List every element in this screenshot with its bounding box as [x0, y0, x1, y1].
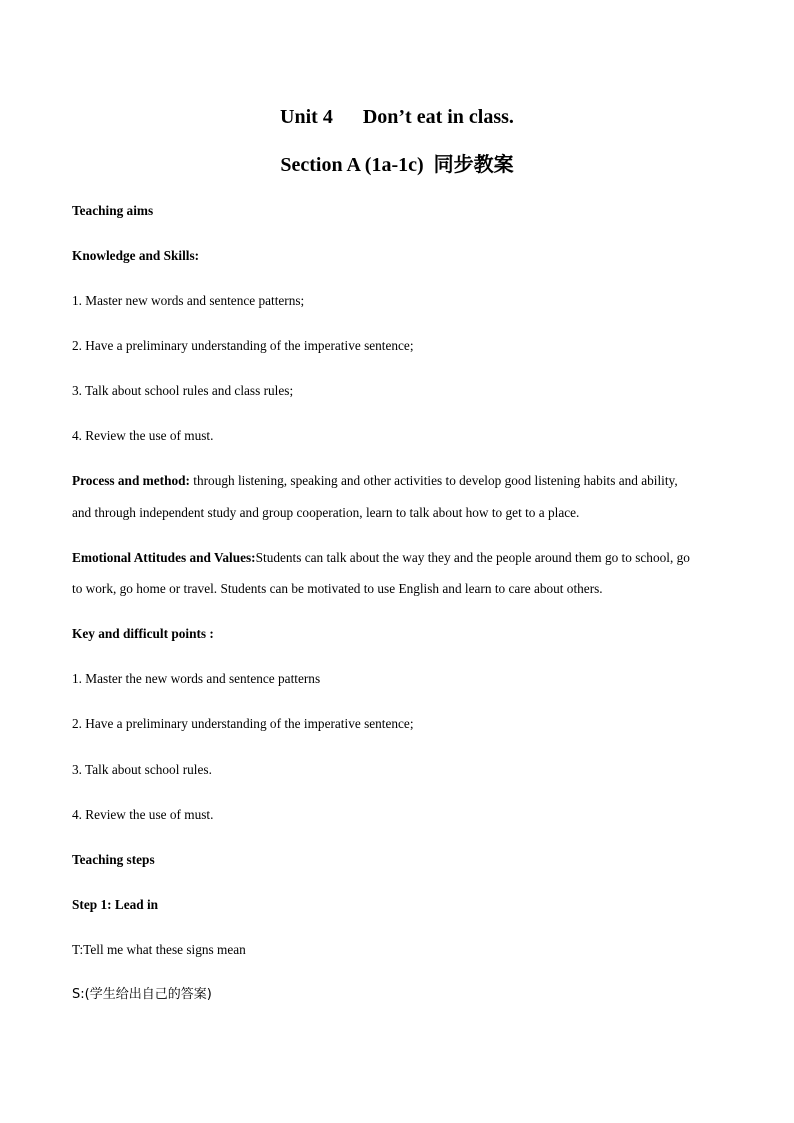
teaching-aims-heading: Teaching aims [72, 203, 154, 218]
unit-title: Unit 4 Don’t eat in class. [280, 106, 514, 128]
process-method-text-2: and through independent study and group cooperation, learn to talk about how to get to a place. [72, 505, 580, 520]
emotional-values-text-2: to work, go home or travel. Students can be motivated to use English and learn to care about others. [72, 581, 603, 596]
teacher-line: T:Tell me what these signs mean [72, 942, 246, 957]
knowledge-skills-heading: Knowledge and Skills: [72, 248, 200, 263]
process-method-text-1: through listening, speaking and other activities to develop good listening habits and ability, [189, 473, 678, 488]
emotional-values-text-1: Students can talk about the way they and the people around them go to school, go [255, 550, 690, 565]
emotional-values-label: Emotional Attitudes and Values: [72, 550, 256, 565]
key-item-2: 2. Have a preliminary understanding of the imperative sentence; [72, 716, 414, 731]
process-method-line-1 [72, 472, 732, 490]
student-line: S:(学生给出自己的答案) [72, 987, 212, 1002]
teaching-steps-heading: Teaching steps [72, 852, 155, 867]
knowledge-item-4: 4. Review the use of must. [72, 428, 214, 443]
key-item-1: 1. Master the new words and sentence patterns [72, 671, 321, 686]
knowledge-item-1: 1. Master new words and sentence patterns; [72, 293, 305, 308]
step1-heading: Step 1: Lead in [72, 897, 159, 912]
key-item-3: 3. Talk about school rules. [72, 762, 212, 777]
key-item-4: 4. Review the use of must. [72, 807, 214, 822]
process-method-label: Process and method: [72, 473, 190, 488]
emotional-values-line-1 [72, 549, 732, 567]
key-points-heading: Key and difficult points : [72, 626, 214, 641]
section-title: Section A (1a-1c) 同步教案 [280, 154, 514, 176]
knowledge-item-3: 3. Talk about school rules and class rules; [72, 383, 294, 398]
knowledge-item-2: 2. Have a preliminary understanding of the imperative sentence; [72, 338, 414, 353]
